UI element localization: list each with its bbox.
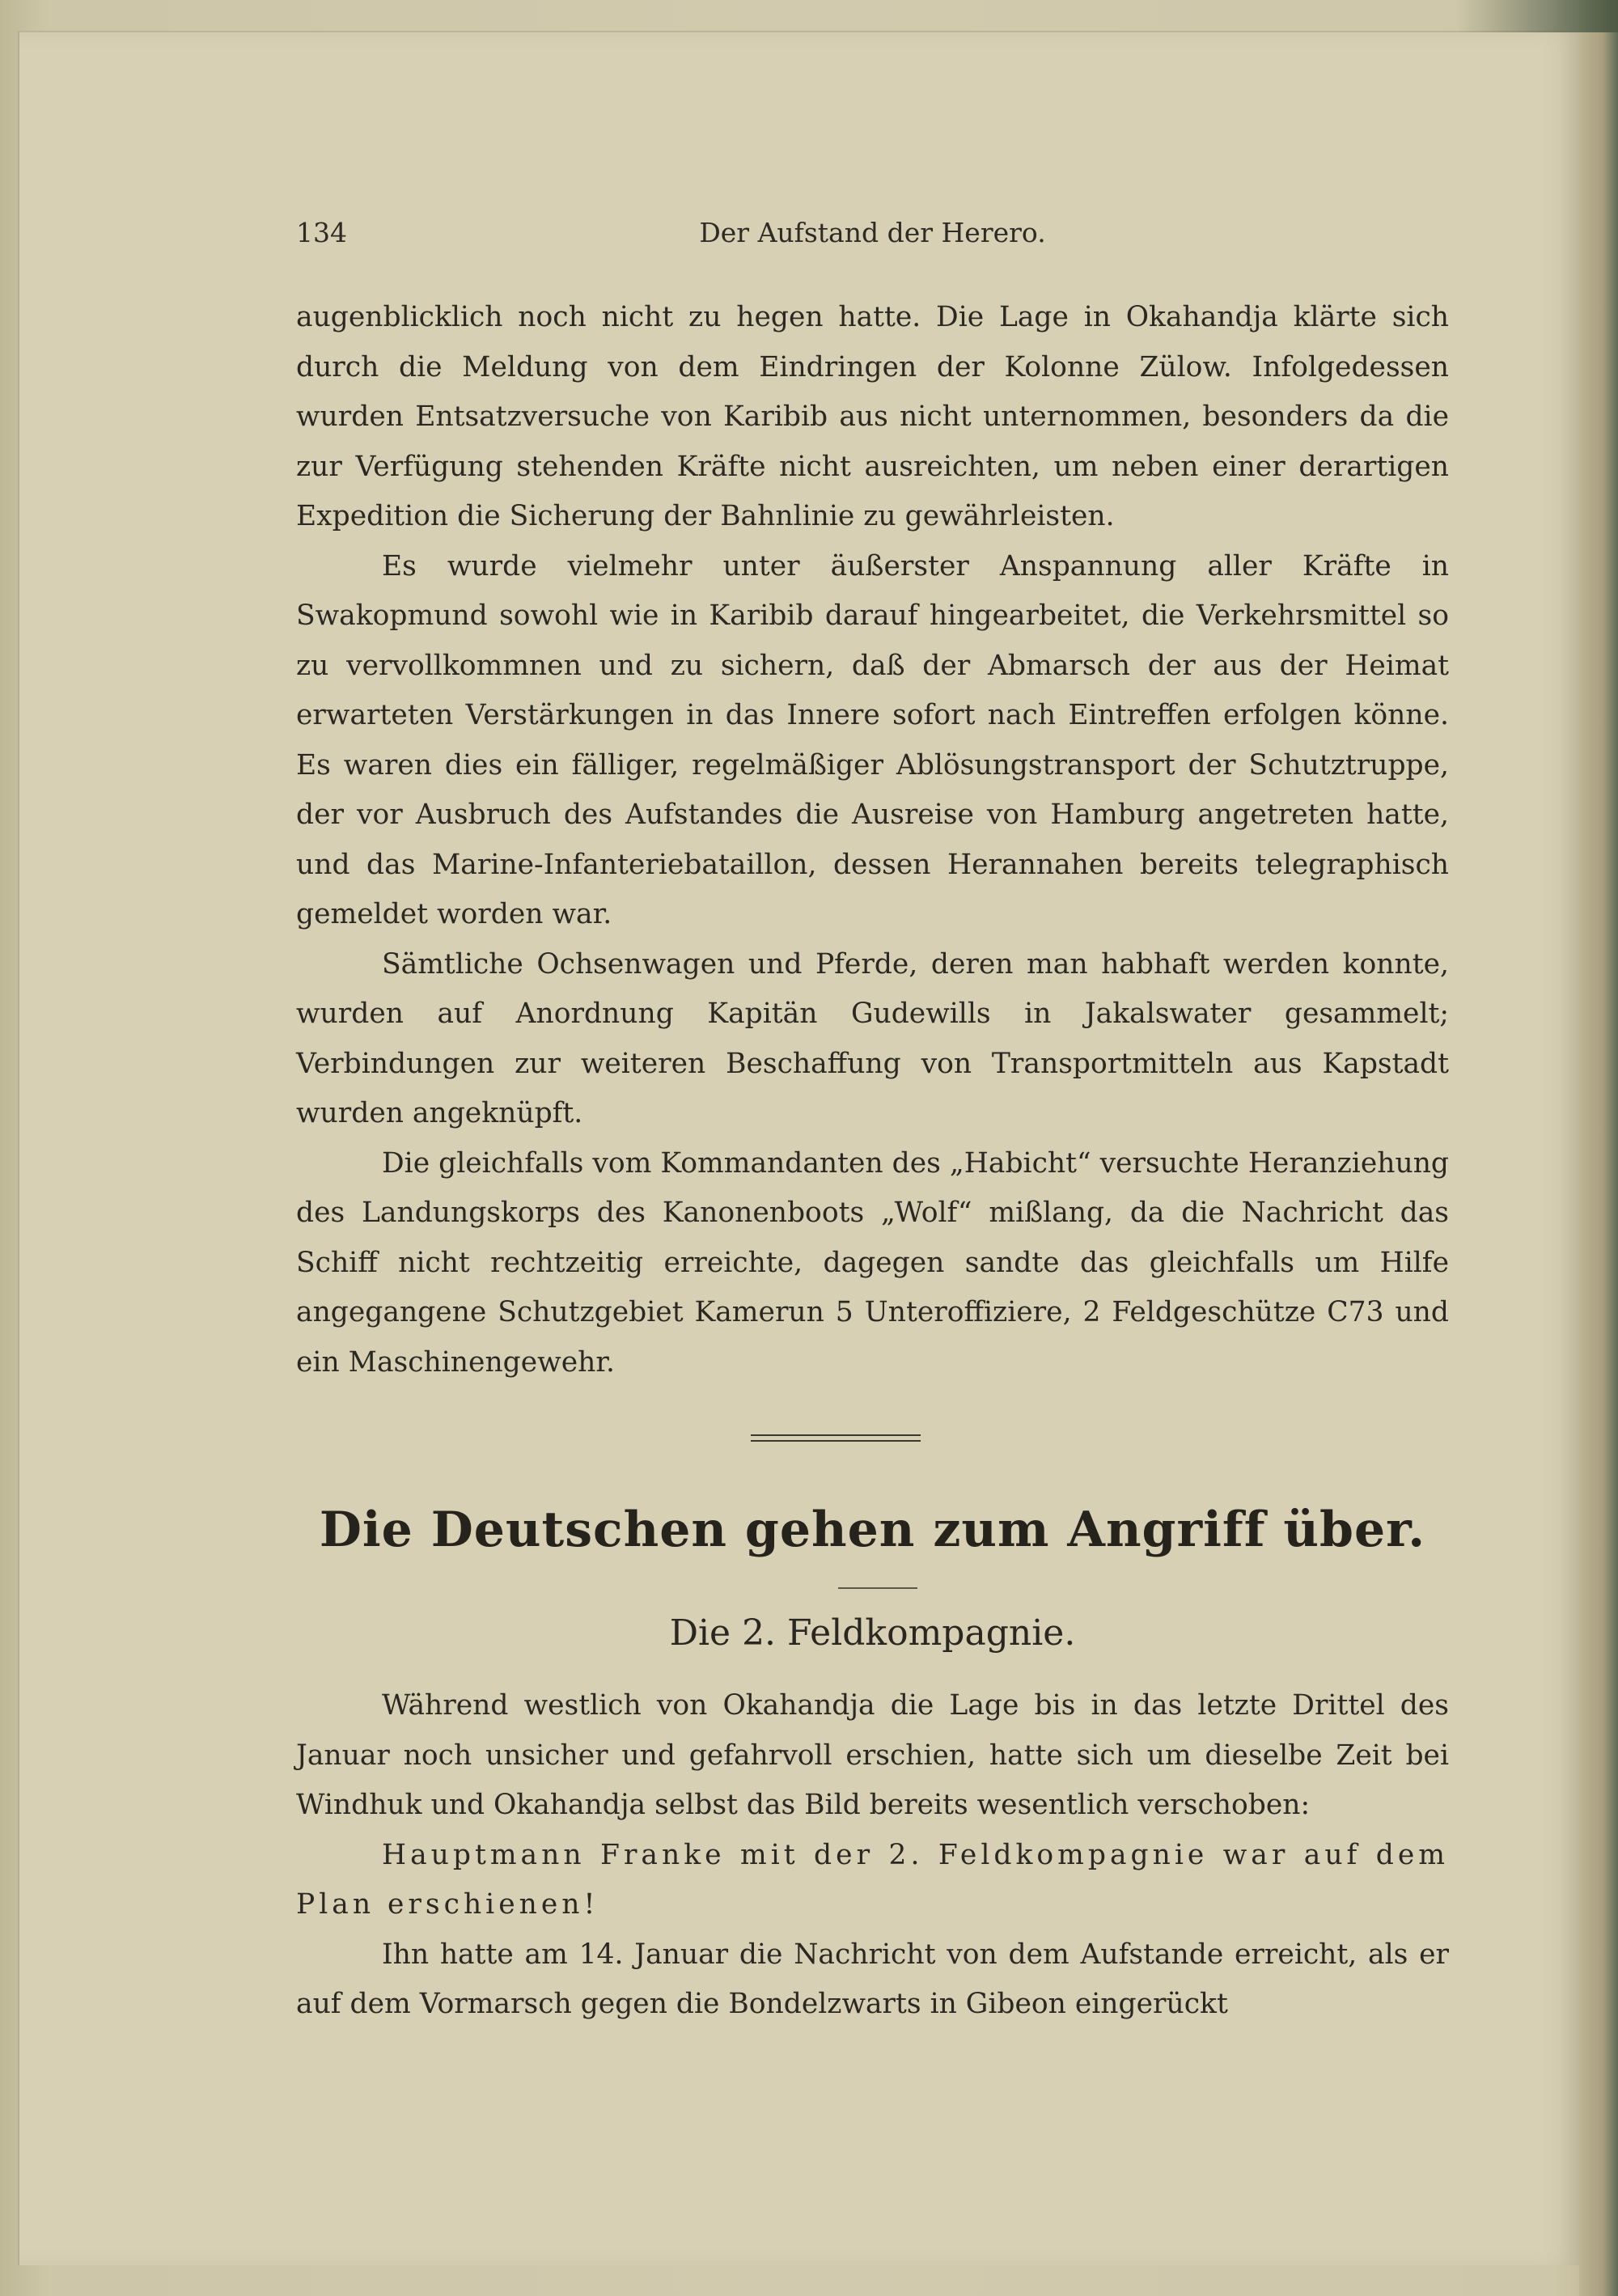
book-edge [1579,0,1618,2296]
paragraph: Hauptmann Franke mit der 2. Feldkompagnie war auf dem Plan erschienen! [296,1838,1449,1921]
running-head [296,217,1449,257]
section-divider [751,1434,921,1442]
paragraph: Während westlich von Okahandja die Lage bis in das letzte Drittel des Januar noch unsicher und gefahrvoll erschien, hatte sich um dieselbe Zeit bei Windhuk und Okahandja selbst das Bild bereits wesentlich verschoben: [296,1689,1449,1821]
subsection-title: Die 2. Feldkompagnie. [669,1612,1076,1654]
paragraph: Die gleichfalls vom Kommandanten des „Habicht“ versuchte Heranziehung des Landungskorps des Kanonenboots „Wolf“ mißlang, da die Nachricht das Schiff nicht rechtzeitig erreichte, dagegen sandte das gleichfalls um Hilfe angegangene Schutzgebiet Kamerun 5 Unteroffiziere, 2 Feldgeschütze C73 und ein Maschinengewehr. [296,1146,1449,1379]
paragraph: Sämtliche Ochsenwagen und Pferde, deren man habhaft werden konnte, wurden auf Anordnung Kapitän Gudewills in Jakalswater gesammelt; Verbindungen zur weiteren Beschaffung von Transportmitteln aus Kapstadt wurden angeknüpft. [296,947,1449,1129]
running-title: Der Aufstand der Herero. [699,217,1046,248]
page-number: 134 [296,217,347,248]
paragraph: Ihn hatte am 14. Januar die Nachricht von dem Aufstande erreicht, als er auf dem Vormarsch gegen die Bondelzwarts in Gibeon eingerückt [296,1938,1449,2020]
book-cover-corner [1456,0,1618,32]
title-rule [838,1587,917,1589]
section-title: Die Deutschen gehen zum Angriff über. [319,1502,1426,1558]
paragraph: augenblicklich noch nicht zu hegen hatte. Die Lage in Okahandja klärte sich durch die Meldung von dem Eindringen der Kolonne Zülow. Infolgedessen wurden Entsatzversuche von Karibib aus nicht unternommen, besonders da die zur Verfügung stehenden Kräfte nicht ausreichten, um neben einer derartigen Expedition die Sicherung der Bahnlinie zu gewährleisten. [296,301,1449,532]
text-block-1 [296,293,1449,1387]
text-block-2 [296,1681,1449,2030]
paragraph: Es wurde vielmehr unter äußerster Anspannung aller Kräfte in Swakopmund sowohl wie in Karibib darauf hingearbeitet, die Verkehrsmittel so zu vervollkommnen und zu sichern, daß der Abmarsch der aus der Heimat erwarteten Verstärkungen in das Innere sofort nach Eintreffen erfolgen könne. Es waren dies ein fälliger, regelmäßiger Ablösungstransport der Schutztruppe, der vor Ausbruch des Aufstandes die Ausreise von Hamburg angetreten hatte, und das Marine-Infanteriebataillon, dessen Herannahen bereits telegraphisch gemeldet worden war. [296,549,1449,930]
